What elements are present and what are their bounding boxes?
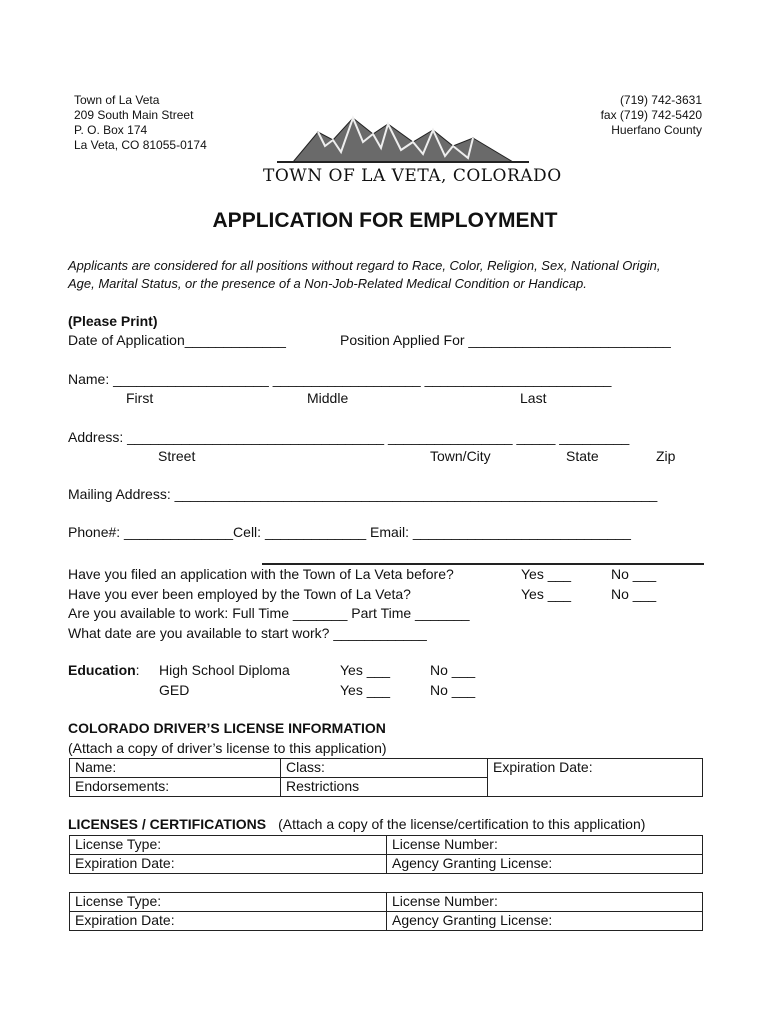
question-filed-before: Have you filed an application with the Town of La Veta before? xyxy=(68,566,454,582)
drivers-license-table xyxy=(69,758,703,797)
dl-class-cell[interactable]: Class: xyxy=(281,759,488,778)
ged-no[interactable]: No ___ xyxy=(430,682,476,698)
drivers-license-note: (Attach a copy of driver’s license to this application) xyxy=(68,740,387,756)
phone-number: (719) 742-3631 xyxy=(619,93,702,107)
mailing-address-field[interactable]: Mailing Address: ______________________________________________________________ xyxy=(68,486,658,502)
name-field[interactable]: Name: ____________________ ___________________ ________________________ xyxy=(68,371,612,387)
position-applied-field[interactable]: Position Applied For __________________________ xyxy=(340,332,671,348)
town-address-block xyxy=(74,93,207,153)
license-agency-cell[interactable]: Agency Granting License: xyxy=(387,912,703,931)
page-title: APPLICATION FOR EMPLOYMENT xyxy=(212,209,558,232)
address-line: Town of La Veta xyxy=(74,93,160,107)
dl-name-cell[interactable]: Name: xyxy=(70,759,281,778)
date-of-application-field[interactable]: Date of Application_____________ xyxy=(68,332,286,348)
zip-label: Zip xyxy=(656,448,676,464)
high-school-yes[interactable]: Yes ___ xyxy=(340,662,391,678)
mountain-logo-icon xyxy=(263,112,543,164)
licenses-heading: LICENSES / CERTIFICATIONS xyxy=(68,816,267,832)
education-label xyxy=(68,662,140,678)
disclaimer-line: Age, Marital Status, or the presence of a Non-Job-Related Medical Condition or Handicap. xyxy=(68,276,587,291)
please-print-label: (Please Print) xyxy=(68,313,158,329)
ged-yes[interactable]: Yes ___ xyxy=(340,682,391,698)
state-label: State xyxy=(566,448,599,464)
first-name-label: First xyxy=(126,390,154,406)
license-number-cell[interactable]: License Number: xyxy=(387,893,703,912)
license-number-cell[interactable]: License Number: xyxy=(387,836,703,855)
question-employed-before: Have you ever been employed by the Town of La Veta? xyxy=(68,586,411,602)
availability-field[interactable]: Are you available to work: Full Time _______ Part Time _______ xyxy=(68,605,470,621)
town-city-label: Town/City xyxy=(430,448,491,464)
license-agency-cell[interactable]: Agency Granting License: xyxy=(387,855,703,874)
dl-endorsements-cell[interactable]: Endorsements: xyxy=(70,778,281,797)
address-field[interactable]: Address: _________________________________ ________________ _____ _________ xyxy=(68,429,630,445)
employed-before-yes[interactable]: Yes ___ xyxy=(521,586,572,602)
start-date-field[interactable]: What date are you available to start work? ____________ xyxy=(68,625,427,641)
phone-cell-email-field[interactable]: Phone#: ______________Cell: _____________ Email: ____________________________ xyxy=(68,524,631,540)
drivers-license-heading: COLORADO DRIVER’S LICENSE INFORMATION xyxy=(68,720,386,736)
logo-text: TOWN OF LA VETA, COLORADO xyxy=(263,166,562,186)
address-line: P. O. Box 174 xyxy=(74,123,148,137)
fax-number: fax (719) 742-5420 xyxy=(600,108,702,122)
equal-opportunity-disclaimer xyxy=(68,257,661,293)
county-name: Huerfano County xyxy=(611,123,702,137)
filed-before-yes[interactable]: Yes ___ xyxy=(521,566,572,582)
middle-name-label: Middle xyxy=(307,390,349,406)
address-line: 209 South Main Street xyxy=(74,108,194,122)
license-type-cell[interactable]: License Type: xyxy=(70,836,387,855)
license-table-1 xyxy=(69,835,703,874)
high-school-label: High School Diploma xyxy=(159,662,290,678)
licenses-heading-line xyxy=(68,816,645,832)
employed-before-no[interactable]: No ___ xyxy=(611,586,657,602)
dl-restrictions-cell[interactable]: Restrictions xyxy=(281,778,488,797)
town-logo xyxy=(263,112,562,192)
licenses-note: (Attach a copy of the license/certification to this application) xyxy=(278,816,646,832)
license-table-2 xyxy=(69,892,703,931)
license-type-cell[interactable]: License Type: xyxy=(70,893,387,912)
section-divider xyxy=(262,563,704,565)
filed-before-no[interactable]: No ___ xyxy=(611,566,657,582)
disclaimer-line: Applicants are considered for all positions without regard to Race, Color, Religion, Sex, National Origin, xyxy=(68,258,661,273)
last-name-label: Last xyxy=(520,390,547,406)
high-school-no[interactable]: No ___ xyxy=(430,662,476,678)
license-expiration-cell[interactable]: Expiration Date: xyxy=(70,912,387,931)
address-line: La Veta, CO 81055-0174 xyxy=(74,138,207,152)
town-contact-block xyxy=(601,93,702,138)
license-expiration-cell[interactable]: Expiration Date: xyxy=(70,855,387,874)
street-label: Street xyxy=(158,448,196,464)
dl-expiration-cell[interactable]: Expiration Date: xyxy=(488,759,703,797)
ged-label: GED xyxy=(159,682,190,698)
education-label-text: Education xyxy=(68,662,136,678)
education-colon: : xyxy=(135,662,140,678)
